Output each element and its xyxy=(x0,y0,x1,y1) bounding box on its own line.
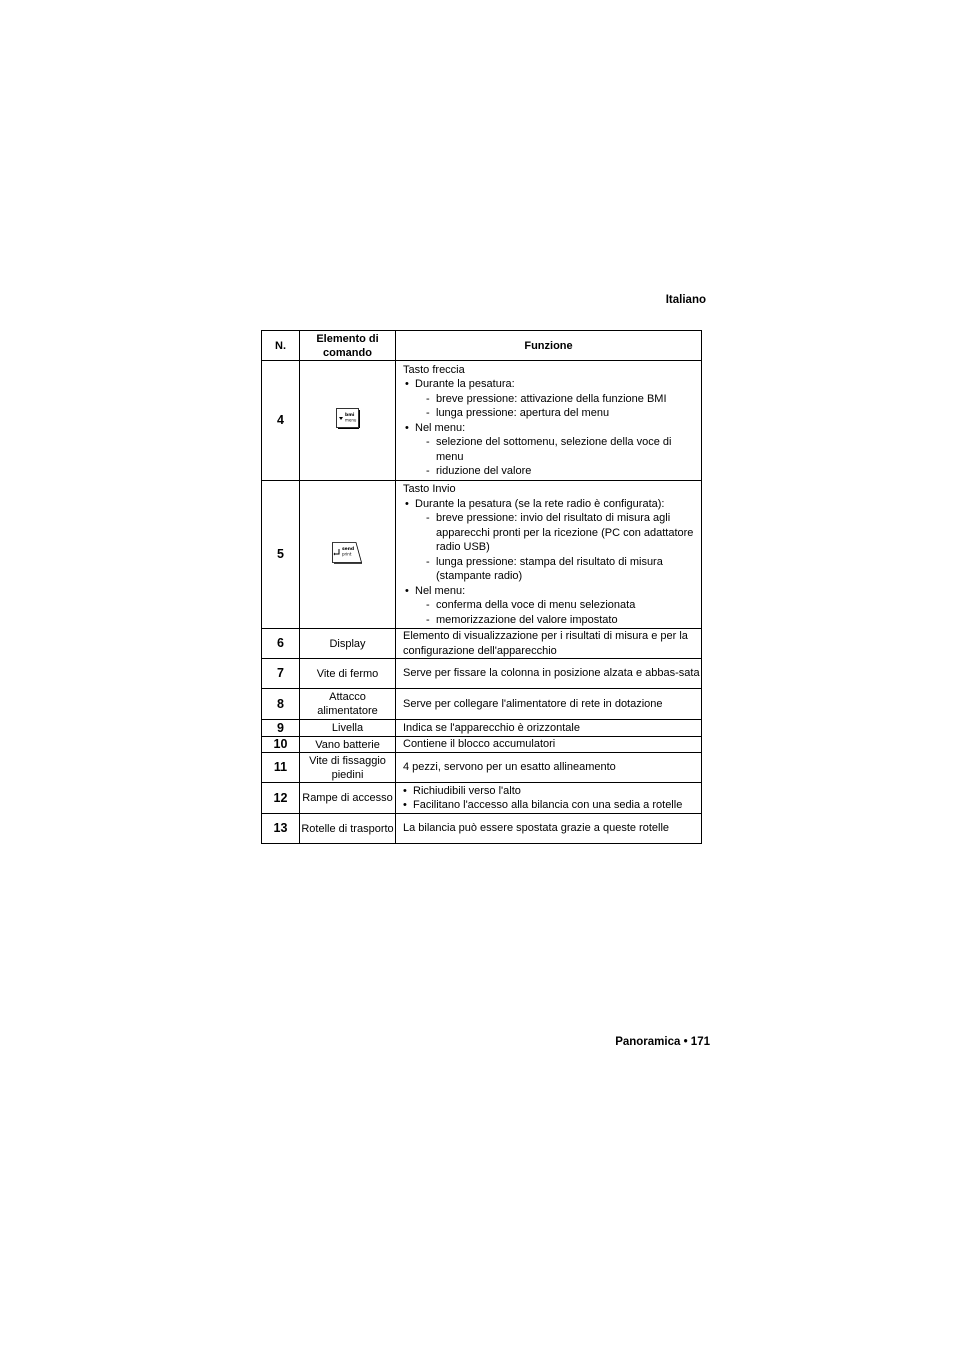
element-cell xyxy=(300,361,396,481)
header-n: N. xyxy=(262,331,300,361)
row-number: 5 xyxy=(262,481,300,629)
function-title: Tasto freccia xyxy=(403,363,465,376)
element-cell: Vano batterie xyxy=(300,737,396,753)
function-cell xyxy=(396,361,702,481)
bullet-item: • Durante la pesatura (se la rete radio è configurata): - breve pressione: invio del risultato di misura agli apparecchi pronti per la ricezione (PC con adattatore radio USB) - lunga pressione: stampa del risultato di misura (stampante radio) xyxy=(403,497,700,584)
key-top-label: bmi xyxy=(344,413,354,418)
dash-item: - riduzione del valore xyxy=(423,464,700,479)
arrow-key-icon xyxy=(336,408,360,429)
function-cell: 4 pezzi, servono per un esatto allineamento xyxy=(396,753,702,783)
row-number: 7 xyxy=(262,659,300,689)
function-cell: Indica se l'apparecchio è orizzontale xyxy=(396,720,702,737)
element-cell: Attacco alimentatore xyxy=(300,689,396,720)
table-row xyxy=(262,814,702,844)
language-label: Italiano xyxy=(665,294,706,306)
element-cell: Display xyxy=(300,629,396,659)
row-number: 9 xyxy=(262,720,300,737)
element-cell: Rotelle di trasporto xyxy=(300,814,396,844)
element-cell: Livella xyxy=(300,720,396,737)
header-element: Elemento di comando xyxy=(300,331,396,361)
table-row xyxy=(262,481,702,629)
table-row xyxy=(262,689,702,720)
table-row xyxy=(262,629,702,659)
table-header-row xyxy=(262,331,702,361)
function-title: Tasto Invio xyxy=(403,483,456,495)
function-cell: Serve per fissare la colonna in posizione alzata e abbas-sata xyxy=(396,659,702,689)
dash-item: - breve pressione: attivazione della funzione BMI xyxy=(423,392,700,407)
dash-item: - conferma della voce di menu selezionata xyxy=(423,598,700,613)
row-number: 6 xyxy=(262,629,300,659)
row-number: 8 xyxy=(262,689,300,720)
row-number: 11 xyxy=(262,753,300,783)
table-row xyxy=(262,783,702,814)
dash-item: - selezione del sottomenu, selezione della voce di menu xyxy=(423,435,700,464)
function-cell: La bilancia può essere spostata grazie a queste rotelle xyxy=(396,814,702,844)
key-bottom-label: menu xyxy=(344,417,356,423)
element-cell: Rampe di accesso xyxy=(300,783,396,814)
function-cell: Elemento di visualizzazione per i risultati di misura e per la configurazione dell'apparecchio xyxy=(396,629,702,659)
dash-item: - memorizzazione del valore impostato xyxy=(423,613,700,628)
row-number: 13 xyxy=(262,814,300,844)
table-row xyxy=(262,720,702,737)
element-cell xyxy=(300,481,396,629)
row-number: 4 xyxy=(262,361,300,481)
bullet-item: • Facilitano l'accesso alla bilancia con una sedia a rotelle xyxy=(401,798,700,813)
key-top-label: send xyxy=(342,546,355,552)
key-bottom-label: print xyxy=(342,551,352,556)
table-row xyxy=(262,659,702,689)
function-cell: Contiene il blocco accumulatori xyxy=(396,737,702,753)
header-function: Funzione xyxy=(396,331,702,361)
table-row xyxy=(262,753,702,783)
bullet-item: • Richiudibili verso l'alto xyxy=(401,784,700,799)
row-number: 10 xyxy=(262,737,300,753)
bullet-item: • Nel menu: - selezione del sottomenu, selezione della voce di menu - riduzione del valore xyxy=(403,421,700,479)
element-cell: Vite di fermo xyxy=(300,659,396,689)
bullet-item: • Nel menu: - conferma della voce di menu selezionata - memorizzazione del valore impostato xyxy=(403,584,700,628)
page-footer: Panoramica • 171 xyxy=(615,1036,710,1048)
function-cell: Serve per collegare l'alimentatore di rete in dotazione xyxy=(396,689,702,720)
enter-key-icon xyxy=(332,542,363,564)
bullet-item: • Durante la pesatura: - breve pressione: attivazione della funzione BMI - lunga pressione: apertura del menu xyxy=(403,377,700,421)
function-cell xyxy=(396,481,702,629)
table-row xyxy=(262,737,702,753)
row-number: 12 xyxy=(262,783,300,814)
overview-table xyxy=(261,330,702,844)
dash-item: - lunga pressione: apertura del menu xyxy=(423,406,700,421)
element-cell: Vite di fissaggio piedini xyxy=(300,753,396,783)
dash-item: - lunga pressione: stampa del risultato di misura (stampante radio) xyxy=(423,555,700,584)
dash-item: - breve pressione: invio del risultato di misura agli apparecchi pronti per la ricezione (PC con adattatore radio USB) xyxy=(423,511,700,555)
table-row xyxy=(262,361,702,481)
function-cell xyxy=(396,783,702,814)
